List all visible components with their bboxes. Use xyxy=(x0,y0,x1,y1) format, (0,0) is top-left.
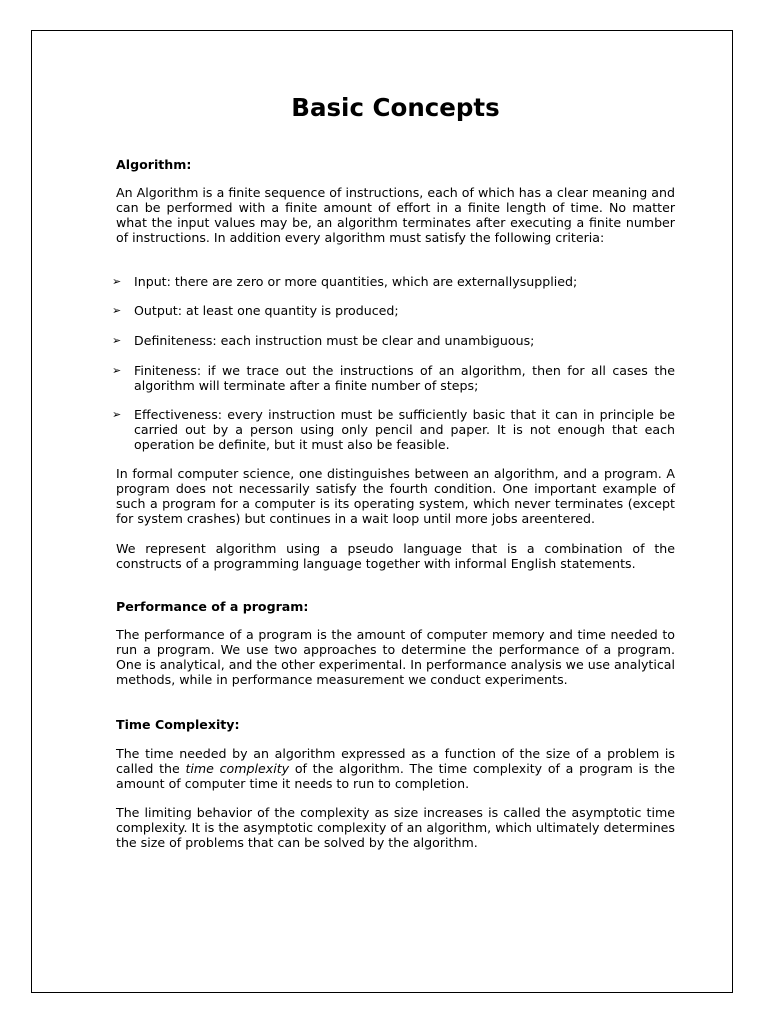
criteria-text: Effectiveness: every instruction must be sufficiently basic that it can in principle be carried out by a person using only pencil and paper. It is not enough that each operation be definite, but it must also be feasible. xyxy=(134,407,675,452)
page-title: Basic Concepts xyxy=(291,93,500,122)
heading-performance: Performance of a program: xyxy=(116,599,309,614)
heading-algorithm: Algorithm: xyxy=(116,157,192,172)
pseudo-language-paragraph: We represent algorithm using a pseudo language that is a combination of the constructs of a programming language together with informal English statements. xyxy=(116,541,675,571)
algorithm-vs-program: In formal computer science, one distinguishes between an algorithm, and a program. A program does not necessarily satisfy the fourth condition. One important example of such a program for a computer is its operating system, which never terminates (except for system crashes) but continues in a wait loop until more jobs areentered. xyxy=(116,466,675,526)
algorithm-intro: An Algorithm is a finite sequence of instructions, each of which has a clear meaning and can be performed with a finite amount of effort in a finite length of time. No matter what the input values may be, an algorithm terminates after executing a finite number of instructions. In addition every algorithm must satisfy the following criteria: xyxy=(116,185,675,245)
arrow-bullet-icon xyxy=(112,408,126,423)
arrow-bullet-icon xyxy=(112,304,126,319)
time-complexity-definition: The time needed by an algorithm expressed as a function of the size of a problem is called the time complexity of the algorithm. The time complexity of a program is the amount of computer time it needs to run to completion. xyxy=(116,746,675,791)
asymptotic-complexity-paragraph: The limiting behavior of the complexity as size increases is called the asymptotic time complexity. It is the asymptotic complexity of an algorithm, which ultimately determines the size of problems that can be solved by the algorithm. xyxy=(116,805,675,850)
criteria-text: Definiteness: each instruction must be clear and unambiguous; xyxy=(134,333,535,348)
criteria-text: Output: at least one quantity is produced; xyxy=(134,303,399,318)
performance-paragraph: The performance of a program is the amount of computer memory and time needed to run a program. We use two approaches to determine the performance of a program. One is analytical, and the other experimental. In performance analysis we use analytical methods, while in performance measurement we conduct experiments. xyxy=(116,627,675,687)
criteria-text: Input: there are zero or more quantities, which are externallysupplied; xyxy=(134,274,578,289)
arrow-bullet-icon xyxy=(112,364,126,379)
arrow-bullet-icon xyxy=(112,275,126,290)
arrow-bullet-icon xyxy=(112,334,126,349)
time-complexity-term: time complexity xyxy=(185,760,290,776)
criteria-text: Finiteness: if we trace out the instructions of an algorithm, then for all cases the algorithm will terminate after a finite number of steps; xyxy=(134,363,675,393)
heading-time-complexity: Time Complexity: xyxy=(116,717,240,732)
